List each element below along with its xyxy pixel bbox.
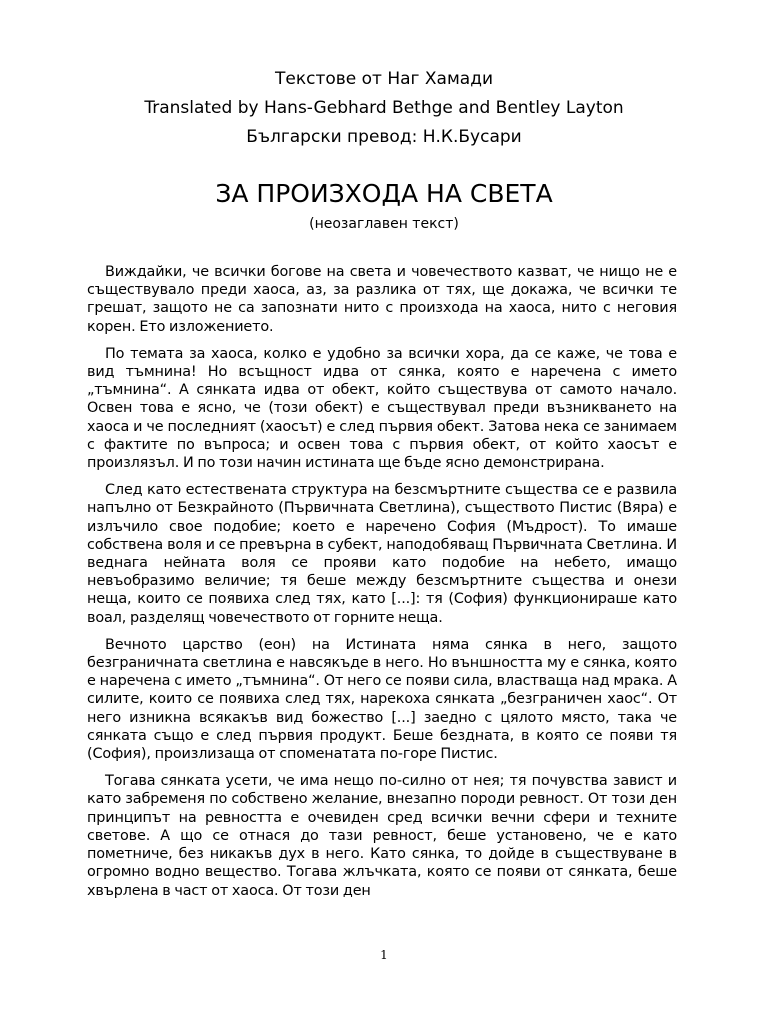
document-title: ЗА ПРОИЗХОДА НА СВЕТА (215, 179, 553, 208)
paragraph-2: По темата за хаоса, колко е удобно за всички хора, да се каже, че това е вид тъмнина! Но всъщност идва от сянка, която е наречена с името „тъмнина“. А сянката идва от обект, който съществува от самото начало. Освен това е ясно, че (този обект) е съществувал преди възникването на хаоса и че последният (хаосът) е след първия обект. Затова нека се занимаем с фактите по въпроса; и освен това с първия обект, от който хаосът е произлязъл. И по този начин истината ще бъде ясно демонстрирана. (87, 345, 677, 472)
document-subtitle: (неозаглавен текст) (309, 216, 459, 232)
paragraph-3: След като естествената структура на безсмъртните същества се е развила напълно от Безкрайното (Първичната Светлина), съществото Пистис (Вяра) е излъчило свое подобие; което е наречено София (Мъдрост). То имаше собствена воля и се превърна в субект, наподобяващ Първичната Светлина. И веднага нейната воля се прояви като подобие на небето, имащо невъобразимо величие; тя беше между безсмъртните същества и онези неща, които се появиха след тях, като [...]: тя (София) функционираше като воал, разделящ човечеството от горните неща. (87, 482, 677, 626)
paragraph-1: Виждайки, че всички богове на света и човечеството казват, че нищо не е съществувало преди хаоса, аз, за разлика от тях, ще докажа, че всички те грешат, защото не са запознати нито с произхода на хаоса, нито с неговия корен. Ето изложението. (87, 264, 677, 335)
header-line-1: Текстове от Наг Хамади (275, 69, 493, 89)
page-number: 1 (380, 948, 388, 962)
paragraph-5: Тогава сянката усети, че има нещо по-силно от нея; тя почувства завист и като забременя по собствено желание, внезапно породи ревност. От този ден принципът на ревността е очевиден сред всички вечни сфери и техните светове. А що се отнася до тази ревност, беше установено, че е като пометниче, без никакъв дух в него. Като сянка, то дойде в съществуване в огромно водно вещество. Тогава жлъчката, която се появи от сянката, беше хвърлена в част от хаоса. От този ден (87, 773, 677, 899)
header-line-2: Translated by Hans-Gebhard Bethge and Bentley Layton (144, 98, 624, 118)
paragraph-4: Вечното царство (еон) на Истината няма сянка в него, защото безграничната светлина е навсякъде в него. Но външността му е сянка, която е наречена с името „тъмнина“. От него се появи сила, властваща над мрака. А силите, които се появиха след тях, нарекоха сянката „безграничен хаос“. От него изникна всякакъв вид божество [...] заедно с цялото място, така че сянката също е след първия продукт. Беше бездната, в която се появи тя (София), произлизаща от споменатата по-горе Пистис. (87, 636, 677, 763)
header-line-3: Български превод: Н.К.Бусари (246, 127, 522, 147)
body-text (87, 263, 677, 909)
